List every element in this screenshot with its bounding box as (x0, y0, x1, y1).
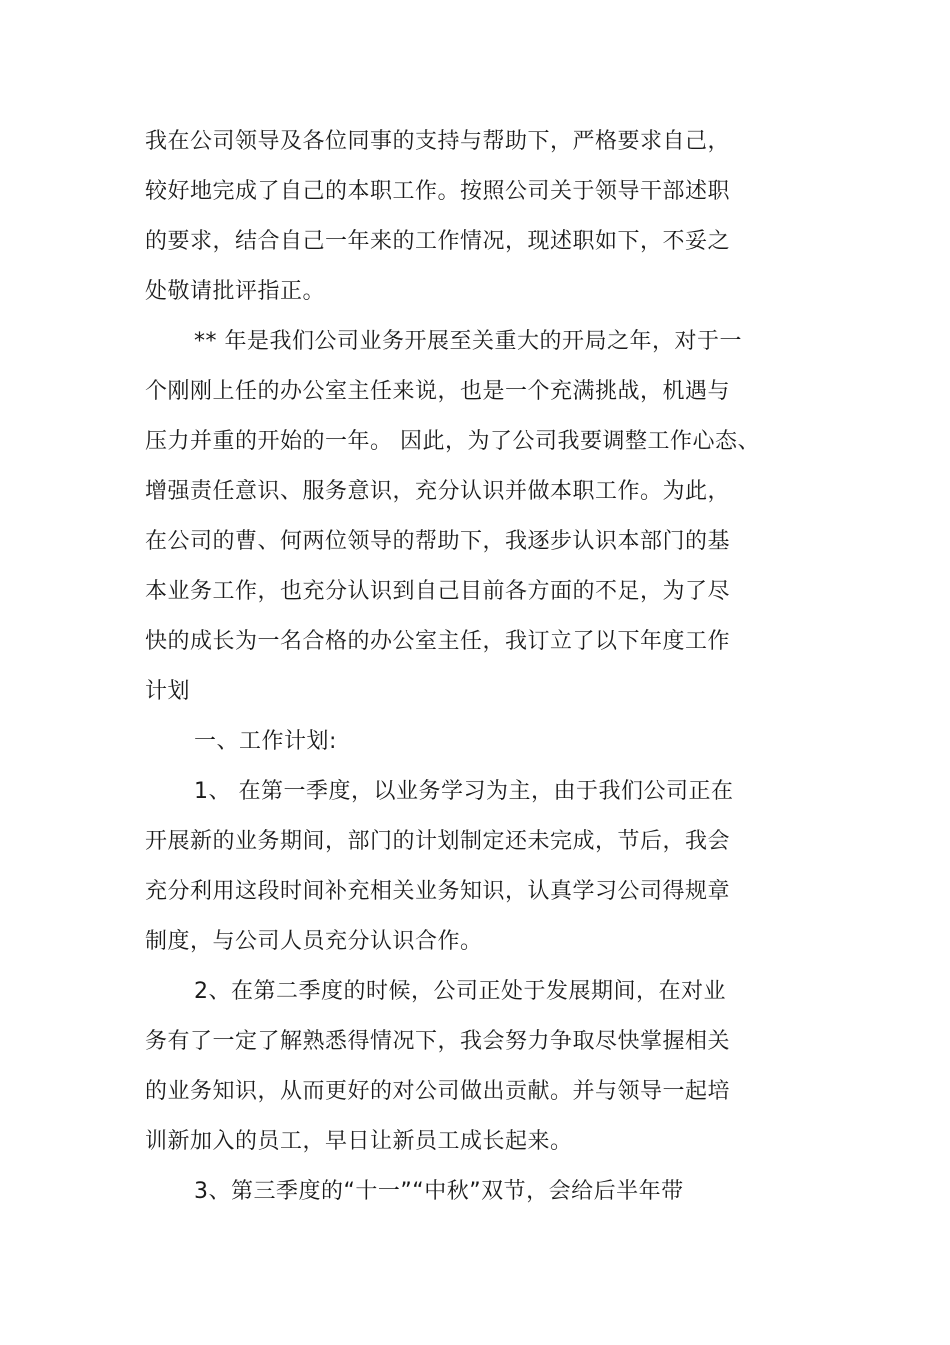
list-item-line: 2、在第二季度的时候，公司正处于发展期间，在对业 (194, 979, 726, 1004)
list-item-line: 3、第三季度的“十一”“中秋”双节，会给后半年带 (194, 1179, 684, 1204)
paragraph-line: 我在公司领导及各位同事的支持与帮助下，严格要求自己， (145, 129, 731, 154)
paragraph-line: 增强责任意识、服务意识，充分认识并做本职工作。为此， (145, 479, 731, 504)
paragraph-line: ** 年是我们公司业务开展至关重大的开局之年，对于一 (194, 329, 742, 354)
paragraph-line: 压力并重的开始的一年。 因此，为了公司我要调整工作心态、 (145, 429, 760, 454)
paragraph-line: 较好地完成了自己的本职工作。按照公司关于领导干部述职 (145, 179, 731, 204)
list-item-line: 务有了一定了解熟悉得情况下，我会努力争取尽快掌握相关 (145, 1029, 731, 1054)
list-item-line: 充分利用这段时间补充相关业务知识，认真学习公司得规章 (145, 879, 731, 904)
list-item-line: 1、 在第一季度，以业务学习为主，由于我们公司正在 (194, 779, 734, 804)
section-heading: 一、工作计划: (194, 729, 337, 754)
list-item-line: 的业务知识，从而更好的对公司做出贡献。并与领导一起培 (145, 1079, 731, 1104)
list-item-line: 制度，与公司人员充分认识合作。 (145, 929, 483, 954)
paragraph-line: 本业务工作，也充分认识到自己目前各方面的不足，为了尽 (145, 579, 731, 604)
paragraph-line: 的要求，结合自己一年来的工作情况，现述职如下，不妥之 (145, 229, 731, 254)
paragraph-line: 在公司的曹、何两位领导的帮助下，我逐步认识本部门的基 (145, 529, 731, 554)
paragraph-line: 计划 (145, 679, 191, 704)
list-item-line: 开展新的业务期间，部门的计划制定还未完成，节后，我会 (145, 829, 731, 854)
list-item-line: 训新加入的员工，早日让新员工成长起来。 (145, 1129, 573, 1154)
paragraph-line: 个刚刚上任的办公室主任来说，也是一个充满挑战，机遇与 (145, 379, 731, 404)
paragraph-line: 处敬请批评指正。 (145, 279, 326, 304)
paragraph-line: 快的成长为一名合格的办公室主任，我订立了以下年度工作 (145, 629, 731, 654)
